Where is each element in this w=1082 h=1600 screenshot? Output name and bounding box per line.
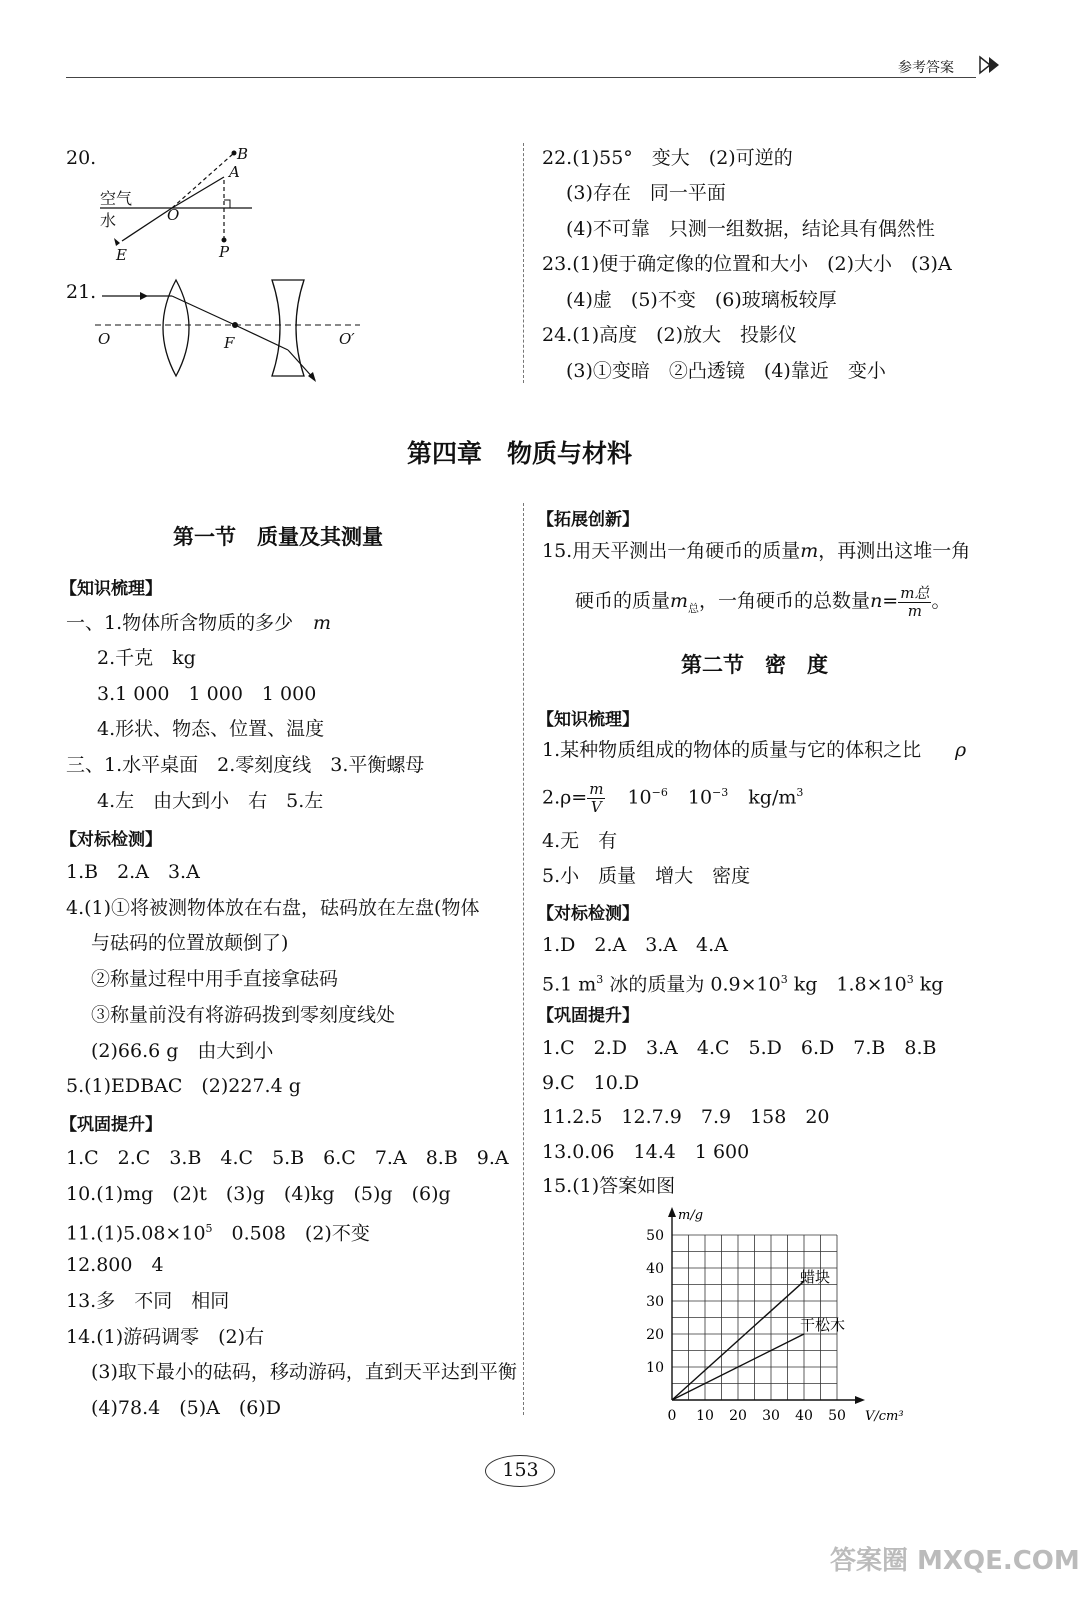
header-arrow-icon xyxy=(978,55,1006,79)
s1-k-line: 一、1.物体所含物质的多少 xyxy=(66,612,294,634)
series-label: 干松木 xyxy=(800,1316,846,1334)
s1-k-line: 4.形状、物态、位置、温度 xyxy=(97,718,325,740)
x-tick-label: 20 xyxy=(729,1408,747,1424)
fig20-label-E: E xyxy=(116,246,127,264)
s1-c-line: ③称量前没有将游码拨到零刻度线处 xyxy=(91,1004,396,1026)
s1-c-line: (2)66.6 g 由大到小 xyxy=(91,1040,274,1062)
answer-22-3: (4)不可靠 只测一组数据，结论具有偶然性 xyxy=(566,218,935,240)
y-tick-label: 40 xyxy=(646,1261,664,1277)
extension-heading: 【拓展创新】 xyxy=(537,510,639,530)
fig21-diagram xyxy=(90,272,370,388)
s1-k-m: m xyxy=(313,612,332,634)
series-label: 蜡块 xyxy=(800,1268,831,1287)
s1-g-line: 10.(1)mg (2)t (3)g (4)kg (5)g (6)g xyxy=(66,1183,451,1205)
section1-title: 第一节 质量及其测量 xyxy=(173,525,383,549)
s1-g-line: 1.C 2.C 3.B 4.C 5.B 6.C 7.A 8.B 9.A xyxy=(66,1147,509,1169)
answer-24-2: (3)①变暗 ②凸透镜 (4)靠近 变小 xyxy=(566,360,886,382)
answer-22-2: (3)存在 同一平面 xyxy=(566,182,726,204)
s1-k-line: 三、1.水平桌面 2.零刻度线 3.平衡螺母 xyxy=(66,754,425,776)
header-rule xyxy=(66,77,976,78)
x-axis-arrow xyxy=(855,1396,865,1404)
s1-g-line: 13.多 不同 相同 xyxy=(66,1290,230,1312)
extension-line2: 硬币的质量$m_总$，一角硬币的总数量n= $\frac{\text{m总}}{m}$ 。 xyxy=(575,583,951,620)
extension-fraction: $\frac{\text{m总}}{m}$ xyxy=(900,583,930,620)
page-number: 153 xyxy=(502,1459,539,1481)
s2-c5: 5.1 $m^3$ 冰的质量为 $0.9\times 10^3$ kg $1.8\times 10^3$ kg xyxy=(542,973,944,996)
column-divider-bottom xyxy=(523,503,524,1415)
section2-consolidate-heading: 【巩固提升】 xyxy=(537,1006,639,1026)
fig20-label-B: B xyxy=(237,145,249,163)
x-tick-label: 10 xyxy=(696,1408,714,1424)
s1-g-line: 12.800 4 xyxy=(66,1254,164,1276)
x-tick-label: 40 xyxy=(795,1408,813,1424)
chapter-title: 第四章 物质与材料 xyxy=(407,439,633,468)
s2-k5: 5.小 质量 增大 密度 xyxy=(542,865,751,887)
s1-c-line: 1.B 2.A 3.A xyxy=(66,861,200,883)
extension-line1: 15.用天平测出一角硬币的质量m，再测出这堆一角 xyxy=(542,540,971,562)
s1-g-line-11: $11.(1)5.08\times 10^5$ 0.508 (2)不变 xyxy=(66,1222,370,1245)
fig21-label-O-prime: O′ xyxy=(339,330,355,348)
fig21-label-F: F xyxy=(224,334,235,352)
s2-g-line: 13.0.06 14.4 1 600 xyxy=(542,1141,750,1163)
s2-g-line: 15.(1)答案如图 xyxy=(542,1175,676,1197)
answer-23-1: 23.(1)便于确定像的位置和大小 (2)大小 (3)A xyxy=(542,253,952,275)
answer-23-2: (4)虚 (5)不变 (6)玻璃板较厚 xyxy=(566,289,837,311)
y-axis-arrow xyxy=(668,1207,676,1217)
s1-c-line: 5.(1)EDBAC (2)227.4 g xyxy=(66,1075,301,1097)
s2-k4: 4.无 有 xyxy=(542,830,618,852)
header-label: 参考答案 xyxy=(898,60,954,76)
s1-c-line: 与砝码的位置放颠倒了) xyxy=(91,932,289,954)
x-tick-label: 50 xyxy=(828,1408,846,1424)
fig20-label-A: A xyxy=(229,163,240,181)
fig20-label-water: 水 xyxy=(100,211,117,230)
fig21-label-O: O xyxy=(98,330,111,348)
section1-knowledge-heading: 【知识梳理】 xyxy=(60,579,162,599)
section1-consolidate-heading: 【巩固提升】 xyxy=(60,1115,162,1135)
y-tick-label: 20 xyxy=(646,1327,664,1343)
x-axis-label: V/cm³ xyxy=(865,1409,904,1424)
s1-c-line: ②称量过程中用手直接拿砝码 xyxy=(91,968,339,990)
s2-c1: 1.D 2.A 3.A 4.A xyxy=(542,934,728,956)
answer-22-1: 22.(1)55° 变大 (2)可逆的 xyxy=(542,147,793,169)
s1-c-line: 4.(1)①将被测物体放在右盘，砝码放在左盘(物体 xyxy=(66,897,480,919)
fig20-label-air: 空气 xyxy=(100,189,133,208)
s2-k1-rho: ρ xyxy=(955,739,967,761)
fig20-number: 20. xyxy=(66,147,97,169)
y-axis-label: m/g xyxy=(678,1208,704,1223)
s1-k-line: 3.1 000 1 000 1 000 xyxy=(97,683,317,705)
s1-g-line: 14.(1)游码调零 (2)右 xyxy=(66,1326,265,1348)
s2-k2: 2.ρ= $\frac{m}{V}$ $10^{-6}$ $10^{-3}$ $kg/m^3$ xyxy=(542,779,804,816)
x-tick-label: 30 xyxy=(762,1408,780,1424)
y-tick-label: 10 xyxy=(646,1360,664,1376)
s2-k1: 1.某种物质组成的物体的质量与它的体积之比 xyxy=(542,739,922,761)
fig20-label-P: P xyxy=(219,243,230,261)
x-tick-label: 0 xyxy=(667,1408,677,1424)
s1-g-line: (3)取下最小的砝码，移动游码，直到天平达到平衡 xyxy=(91,1361,517,1383)
section2-check-heading: 【对标检测】 xyxy=(537,904,639,924)
s1-k-line: 4.左 由大到小 右 5.左 xyxy=(97,790,324,812)
column-divider-top xyxy=(523,143,524,383)
y-tick-label: 30 xyxy=(646,1294,664,1310)
section2-title: 第二节 密 度 xyxy=(681,653,828,677)
s2-g-line: 1.C 2.D 3.A 4.C 5.D 6.D 7.B 8.B xyxy=(542,1037,937,1059)
s2-g-line: 11.2.5 12.7.9 7.9 158 20 xyxy=(542,1106,830,1128)
fig20-label-O: O xyxy=(167,206,180,224)
mass-volume-chart xyxy=(630,1200,920,1430)
s2-g-line: 9.C 10.D xyxy=(542,1072,640,1094)
s1-k-line: 2.千克 kg xyxy=(97,647,196,669)
section1-check-heading: 【对标检测】 xyxy=(60,830,162,850)
section2-knowledge-heading: 【知识梳理】 xyxy=(537,710,639,730)
s1-g-line: (4)78.4 (5)A (6)D xyxy=(91,1397,282,1419)
watermark-logo: 答案圈 MXQE.COM xyxy=(830,1546,1080,1576)
answer-24-1: 24.(1)高度 (2)放大 投影仪 xyxy=(542,324,798,346)
y-tick-label: 50 xyxy=(646,1228,664,1244)
fig21-number: 21. xyxy=(66,281,97,303)
